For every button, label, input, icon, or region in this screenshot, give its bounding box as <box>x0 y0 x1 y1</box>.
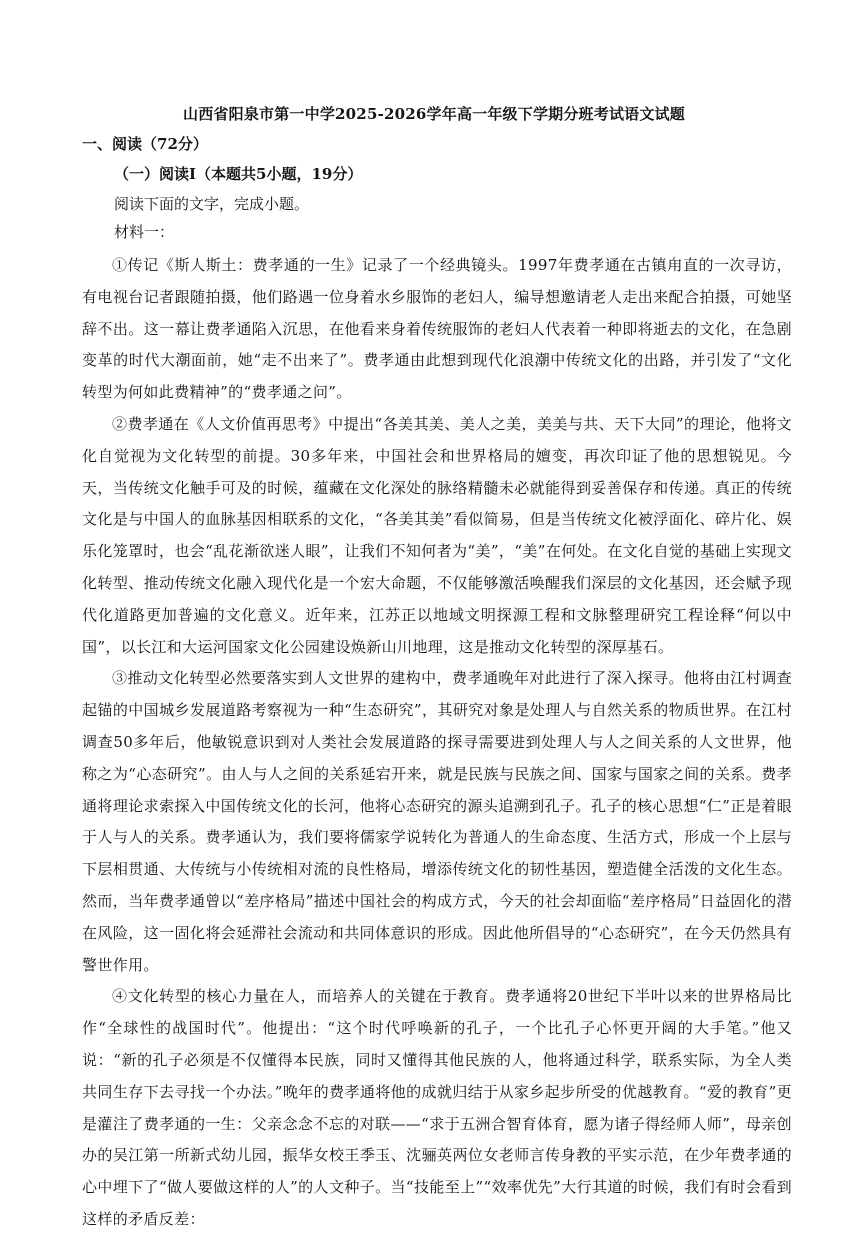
article-body <box>82 250 792 1236</box>
page-title: 山西省阳泉市第一中学2025-2026学年高一年级下学期分班考试语文试题 <box>183 105 685 123</box>
material-label: 材料一： <box>114 223 175 241</box>
instruction-text: 阅读下面的文字，完成小题。 <box>114 195 310 213</box>
section-heading: 一、阅读（72分） <box>82 135 208 153</box>
paragraph-3: ③推动文化转型必然要落实到人文世界的建构中，费孝通晚年对此进行了深入探寻。他将由江村调查起锚的中国城乡发展道路考察视为一种“生态研究”，其研究对象是处理人与自然关系的物质世界。在江村调查50多年后，他敏锐意识到对人类社会发展道路的探寻需要进到处理人与人之间关系的人文世界，他称之为“心态研究”。由人与人之间的关系延宕开来，就是民族与民族之间、国家与国家之间的关系。费孝通将理论求索探入中国传统文化的长河，他将心态研究的源头追溯到孔子。孔子的核心思想“仁”正是着眼于人与人的关系。费孝通认为，我们要将儒家学说转化为普通人的生命态度、生活方式，形成一个上层与下层相贯通、大传统与小传统相对流的良性格局，增添传统文化的韧性基因，塑造健全活泼的文化生态。然而，当年费孝通曾以“差序格局”描述中国社会的构成方式，今天的社会却面临“差序格局”日益固化的潜在风险，这一固化将会延滞社会流动和共同体意识的形成。因此他所倡导的“心态研究”，在今天仍然具有警世作用。 <box>82 669 792 974</box>
paragraph-4: ④文化转型的核心力量在人，而培养人的关键在于教育。费孝通将20世纪下半叶以来的世界格局比作“全球性的战国时代”。他提出：“这个时代呼唤新的孔子，一个比孔子心怀更开阔的大手笔。”他又说：“新的孔子必须是不仅懂得本民族，同时又懂得其他民族的人，他将通过科学，联系实际，为全人类共同生存下去寻找一个办法。”晚年的费孝通将他的成就归结于从家乡起步所受的优越教育。“爱的教育”更是灌注了费孝通的一生：父亲念念不忘的对联——“求于五洲合智育体育，愿为诸子得经师人师”，母亲创办的吴江第一所新式幼儿园，振华女校王季玉、沈骊英两位女老师言传身教的平实示范，在少年费孝通的心中埋下了“做人要做这样的人”的人文种子。当“技能至上”“效率优先”大行其道的时候，我们有时会看到这样的矛盾反差： <box>82 987 792 1228</box>
paragraph-2: ②费孝通在《人文价值再思考》中提出“各美其美、美人之美，美美与共、天下大同”的理论，他将文化自觉视为文化转型的前提。30多年来，中国社会和世界格局的嬗变，再次印证了他的思想锐见。今天，当传统文化触手可及的时候，蕴藏在文化深处的脉络精髓未必就能得到妥善保存和传递。真正的传统文化是与中国人的血脉基因相联系的文化，“各美其美”看似简易，但是当传统文化被浮面化、碎片化、娱乐化笼罩时，也会“乱花渐欲迷人眼”，让我们不知何者为“美”，“美”在何处。在文化自觉的基础上实现文化转型、推动传统文化融入现代化是一个宏大命题，不仅能够激活唤醒我们深层的文化基因，还会赋予现代化道路更加普遍的文化意义。近年来，江苏正以地域文明探源工程和文脉整理研究工程诠释“何以中国”，以长江和大运河国家文化公园建设焕新山川地理，这是推动文化转型的深厚基石。 <box>82 414 792 656</box>
paragraph-1: ①传记《斯人斯土：费孝通的一生》记录了一个经典镜头。1997年费孝通在古镇甪直的一次寻访，有电视台记者跟随拍摄，他们路遇一位身着水乡服饰的老妇人，编导想邀请老人走出来配合拍摄，可她坚辞不出。这一幕让费孝通陷入沉思，在他看来身着传统服饰的老妇人代表着一种即将逝去的文化，在急剧变革的时代大潮面前，她“走不出来了”。费孝通由此想到现代化浪潮中传统文化的出路，并引发了“文化转型为何如此费精神”的“费孝通之问”。 <box>82 256 792 402</box>
subsection-heading: （一）阅读I（本题共5小题，19分） <box>114 165 363 183</box>
